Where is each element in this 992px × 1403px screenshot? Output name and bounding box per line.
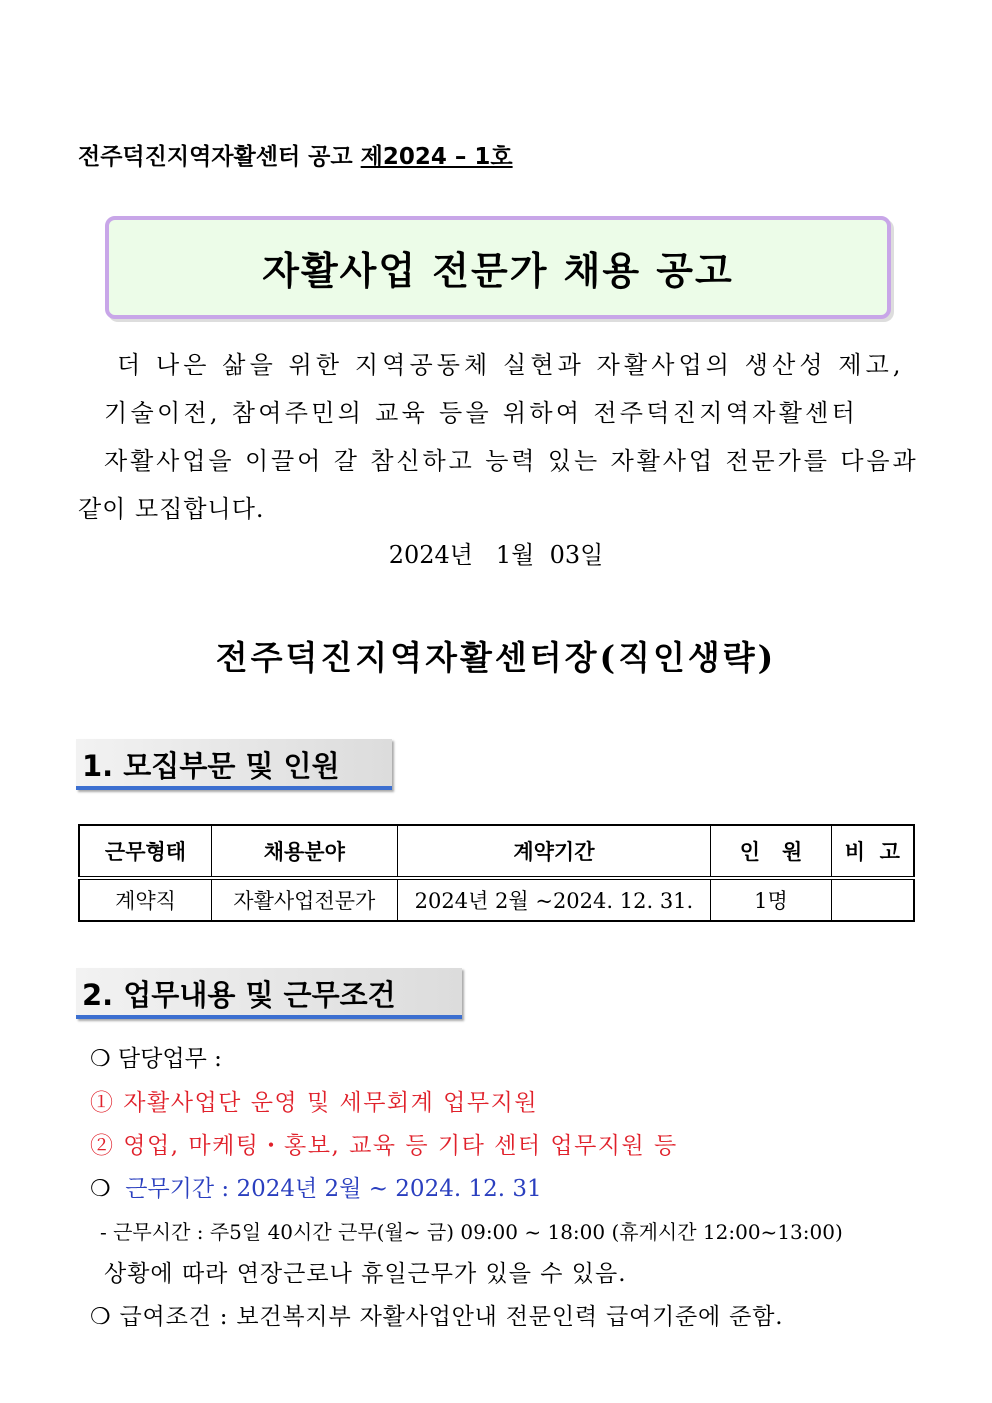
section-1-title: 1. 모집부문 및 인원 bbox=[82, 749, 340, 783]
table-cell: 계약직 bbox=[79, 878, 212, 921]
section-2-title: 2. 업무내용 및 근무조건 bbox=[82, 978, 396, 1012]
page-title: 자활사업 전문가 채용 공고 bbox=[262, 249, 734, 293]
table-header-cell: 근무형태 bbox=[79, 825, 212, 878]
table-header-cell: 계약기간 bbox=[397, 825, 711, 878]
section-1-heading bbox=[76, 739, 392, 790]
notice-date: 2024년 1월 03일 bbox=[388, 541, 604, 569]
table-header-cell: 비 고 bbox=[831, 825, 914, 878]
intro-line-3: 자활사업을 이끌어 갈 참신하고 능력 있는 자활사업 전문가를 다음과 bbox=[104, 447, 919, 475]
notice-prefix: 전주덕진지역자활센터 공고 bbox=[78, 144, 361, 170]
organization-signature: 전주덕진지역자활센터장(직인생략) bbox=[215, 638, 777, 677]
overtime-note: 상황에 따라 연장근로나 휴일근무가 있을 수 있음. bbox=[104, 1261, 627, 1287]
table-header-row bbox=[79, 825, 914, 878]
duty-label: ❍ 담당업무 : bbox=[90, 1046, 222, 1072]
table-cell: 2024년 2월 ~2024. 12. 31. bbox=[397, 878, 711, 921]
intro-line-1: 더 나은 삶을 위한 지역공동체 실현과 자활사업의 생산성 제고, bbox=[117, 351, 905, 379]
table-cell: 자활사업전문가 bbox=[212, 878, 398, 921]
table-header-cell: 채용분야 bbox=[212, 825, 398, 878]
period-line bbox=[90, 1167, 542, 1211]
table-row bbox=[79, 878, 914, 921]
table-cell bbox=[831, 878, 914, 921]
duty-item-2: ② 영업, 마케팅・홍보, 교육 등 기타 센터 업무지원 등 bbox=[90, 1133, 678, 1159]
table-header-cell: 인 원 bbox=[711, 825, 831, 878]
bullet-icon: ❍ bbox=[90, 1176, 111, 1202]
intro-line-4: 같이 모집합니다. bbox=[78, 495, 265, 523]
table-cell: 1명 bbox=[711, 878, 831, 921]
notice-number bbox=[78, 138, 513, 171]
work-period: 근무기간 : 2024년 2월 ~ 2024. 12. 31 bbox=[125, 1176, 542, 1202]
intro-line-2: 기술이전, 참여주민의 교육 등을 위하여 전주덕진지역자활센터 bbox=[104, 399, 859, 427]
title-box bbox=[105, 216, 891, 319]
pay-condition: ❍ 급여조건 : 보건복지부 자활사업안내 전문인력 급여기준에 준함. bbox=[90, 1304, 784, 1330]
work-hours: - 근무시간 : 주5일 40시간 근무(월~ 금) 09:00 ~ 18:00 (휴게시간 12:00~13:00) bbox=[100, 1220, 843, 1244]
duty-item-1: ① 자활사업단 운영 및 세무회계 업무지원 bbox=[90, 1090, 539, 1116]
section-2-heading bbox=[76, 968, 462, 1019]
notice-code: 제2024 – 1호 bbox=[360, 144, 513, 170]
recruitment-table bbox=[78, 824, 915, 922]
